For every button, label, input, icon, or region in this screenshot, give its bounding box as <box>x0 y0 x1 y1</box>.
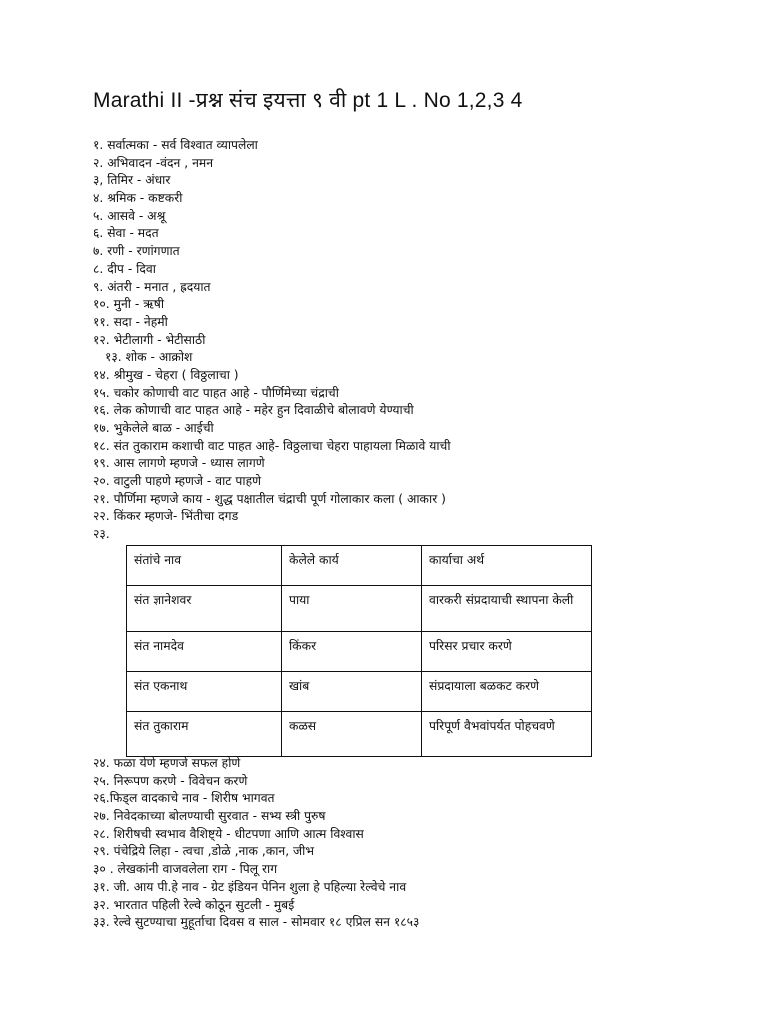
table-cell: संत नामदेव <box>127 632 282 672</box>
list-item: २३. <box>93 527 110 542</box>
list-item: ६. सेवा - मदत <box>93 226 159 241</box>
list-item: १०. मुनी - ऋषी <box>93 297 165 312</box>
table-header-row <box>127 546 592 586</box>
list-item: १. सर्वात्मका - सर्व विश्वात व्यापलेला <box>93 138 258 152</box>
table-cell: परिपूर्ण वैभवांपर्यत पोहचवणे <box>422 712 592 757</box>
vocab-list-part-2 <box>93 755 753 932</box>
column-header-saint-name: संतांचे नाव <box>127 546 282 586</box>
list-item: १४. श्रीमुख - चेहरा ( विठ्ठलाचा ) <box>93 367 239 382</box>
list-item: १८. संत तुकाराम कशाची वाट पाहत आहे- विठ्ठलाचा चेहरा पाहायला मिळावे याची <box>93 438 451 453</box>
list-item: १३. शोक - आक्रोश <box>105 350 193 365</box>
table-row <box>127 712 592 757</box>
list-item: २. अभिवादन -वंदन , नमन <box>93 155 214 170</box>
list-item: २७. निवेदकाच्या बोलण्याची सुरवात - सभ्य स्त्री पुरुष <box>93 809 326 824</box>
column-header-meaning: कार्याचा अर्थ <box>422 546 592 586</box>
table-row <box>127 586 592 632</box>
list-item: ७. रणी - रणांगणात <box>93 244 180 259</box>
list-item: २६.फिड्ल वादकाचे नाव - शिरीष भागवत <box>93 791 275 806</box>
table-cell: संत तुकाराम <box>127 712 282 757</box>
table-cell: संप्रदायाला बळकट करणे <box>422 672 592 712</box>
table-cell: पाया <box>282 586 422 632</box>
list-item: २९. पंचेद्रिये लिहा - त्वचा ,डोळे ,नाक ,कान, जीभ <box>93 844 314 859</box>
table-cell: किंकर <box>282 632 422 672</box>
list-item: ५. आसवे - अश्रू <box>93 208 166 223</box>
list-item: १६. लेक कोणाची वाट पाहत आहे - महेर हुन दिवाळीचे बोलावणे येण्याची <box>93 403 414 418</box>
list-item: २२. किंकर म्हणजे- भिंतीचा दगड <box>93 509 239 524</box>
list-item: ३० . लेखकांनी वाजवलेला राग - पिलू राग <box>93 862 278 877</box>
page-title: Marathi II -प्रश्न संच इयत्ता ९ वी pt 1 L . No 1,2,3 4 <box>93 89 523 112</box>
table-cell: परिसर प्रचार करणे <box>422 632 592 672</box>
list-item: ३१. जी. आय पी.हे नाव - ग्रेट इंडियन पेनिन शुला हे पहिल्या रेल्वेचे नाव <box>93 879 407 894</box>
list-item: २१. पौर्णिमा म्हणजे काय - शुद्ध पक्षातील चंद्राची पूर्ण गोलाकार कला ( आकार ) <box>93 491 446 506</box>
list-item: २५. निरूपण करणे - विवेचन करणे <box>93 773 248 788</box>
list-item: १९. आस लागणे म्हणजे - ध्यास लागणे <box>93 456 265 471</box>
list-item: ९. अंतरी - मनात , ह्रदयात <box>93 279 211 294</box>
table-cell: संत ज्ञानेशवर <box>127 586 282 632</box>
list-item: २८. शिरीषची स्वभाव वैशिष्ट्ये - धीटपणा आणि आत्म विश्वास <box>93 826 364 841</box>
list-item: १५. चकोर कोणाची वाट पाहत आहे - पौर्णिमेच्या चंद्राची <box>93 385 339 400</box>
list-item: ३२. भारतात पहिली रेल्वे कोठून सुटली - मुबई <box>93 897 295 912</box>
list-item: ४. श्रमिक - कष्टकरी <box>93 191 183 206</box>
table-cell: संत एकनाथ <box>127 672 282 712</box>
list-item: १२. भेटीलागी - भेटीसाठी <box>93 332 206 347</box>
list-item: २४. फळा येणे म्हणजे सफल होणे <box>93 756 241 770</box>
list-item: ११. सदा - नेहमी <box>93 314 168 329</box>
table-cell: कळस <box>282 712 422 757</box>
vocab-list-part-1 <box>93 137 753 544</box>
table-cell: खांब <box>282 672 422 712</box>
column-header-work-done: केलेले कार्य <box>282 546 422 586</box>
list-item: ३, तिमिर - अंधार <box>93 173 171 188</box>
list-item: १७. भुकेलेले बाळ - आईची <box>93 421 214 435</box>
table-cell: वारकरी संप्रदायाची स्थापना केली <box>422 586 592 632</box>
table-row <box>127 632 592 672</box>
table-row <box>127 672 592 712</box>
list-item: ८. दीप - दिवा <box>93 261 156 276</box>
list-item: ३३. रेल्वे सुटण्याचा मुहूर्ताचा दिवस व साल - सोमवार १८ एप्रिल सन १८५३ <box>93 915 420 930</box>
list-item: २०. वाटुली पाहणे म्हणजे - वाट पाहणे <box>93 474 261 489</box>
saints-table <box>126 545 592 757</box>
